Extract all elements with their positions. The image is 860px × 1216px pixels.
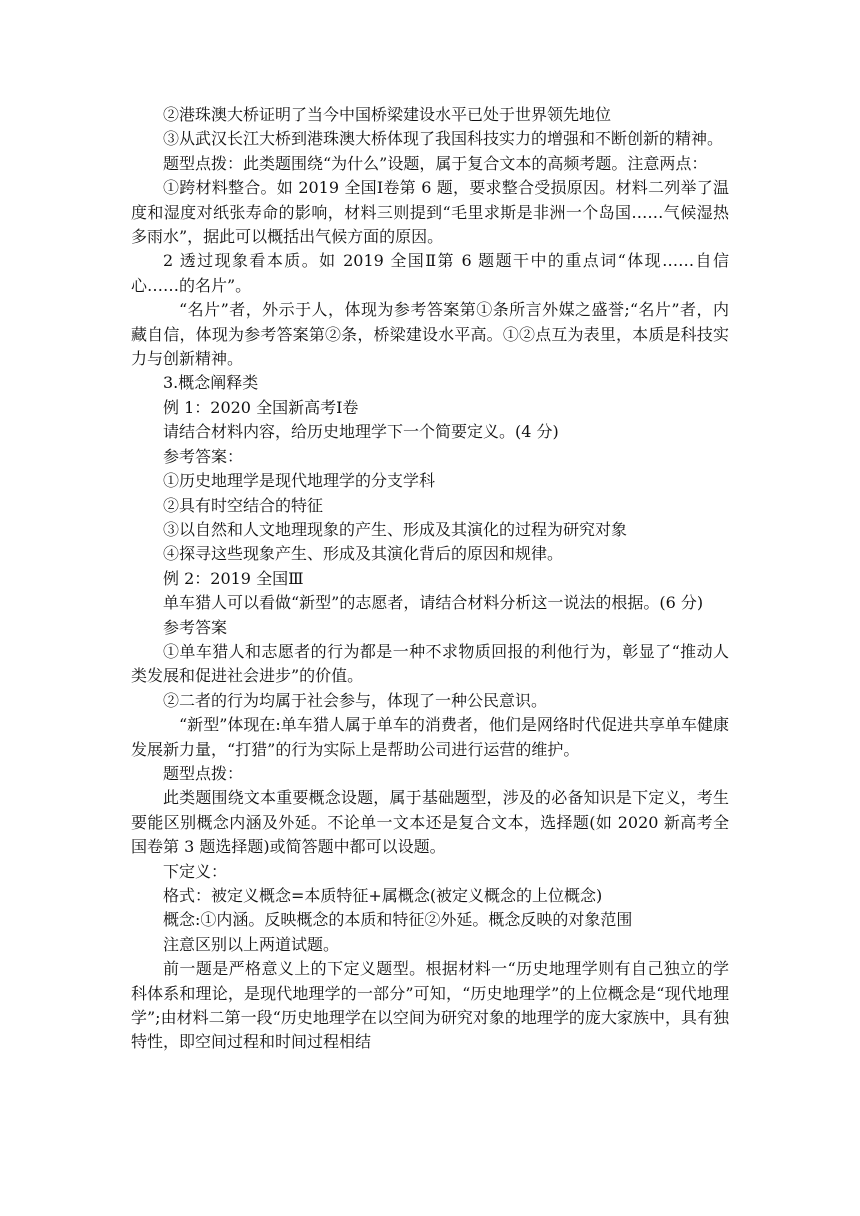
example-2-answer-2: ②二者的行为均属于社会参与，体现了一种公民意识。: [163, 690, 548, 710]
paragraph-tip-why: 题型点拨：此类题围绕“为什么”设题，属于复合文本的高频考题。注意两点：: [163, 153, 708, 173]
example-1-answer-1: ①历史地理学是现代地理学的分支学科: [163, 471, 436, 491]
paragraph-wuhan-to-hzmb: ③从武汉长江大桥到港珠澳大桥体现了我国科技实力的增强和不断创新的精神。: [163, 129, 724, 149]
example-1-answer-2: ②具有时空结合的特征: [163, 495, 324, 515]
paragraph-cross-material: ①跨材料整合。如 2019 全国Ⅰ卷第 6 题，要求整合受损原因。材料二列举了温度和湿度对纸张寿命的影响，材料三则提到“毛里求斯是非洲一个岛国……气候湿热多雨水”，据此可以概括出气候方面的原因。: [131, 178, 729, 247]
paragraph-first-question-analysis: 前一题是严格意义上的下定义题型。根据材料一“历史地理学则有自己独立的学科体系和理论，是现代地理学的一部分”可知，“历史地理学”的上位概念是“现代地理学”;由材料二第一段“历史地理学在以空间为研究对象的地理学的庞大家族中，具有独特性，即空间过程和时间过程相结: [131, 959, 729, 1052]
paragraph-note-difference: 注意区别以上两道试题。: [163, 934, 340, 954]
example-1-answer-4: ④探寻这些现象产生、形成及其演化背后的原因和规律。: [163, 544, 564, 564]
paragraph-hzmb-bridge-level: ②港珠澳大桥证明了当今中国桥梁建设水平已处于世界领先地位: [163, 105, 612, 124]
paragraph-definition-format: 格式：被定义概念=本质特征+属概念(被定义概念的上位概念): [163, 886, 603, 905]
paragraph-tip-concept: 此类题围绕文本重要概念设题，属于基础题型，涉及的必备知识是下定义，考生要能区别概念内涵及外延。不论单一文本还是复合文本，选择题(如 2020 新高考全国卷第 3 题选择题)或简答题中都可以设题。: [131, 788, 729, 857]
example-2-answer-label: 参考答案: [163, 617, 228, 637]
paragraph-new-type: “新型”体现在:单车猎人属于单车的消费者，他们是网络时代促进共享单车健康发展新力量，“打猎”的行为实际上是帮助公司进行运营的维护。: [131, 715, 729, 759]
example-1-answer-3: ③以自然和人文地理现象的产生、形成及其演化的过程为研究对象: [163, 519, 628, 539]
example-2-title: 例 2：2019 全国Ⅲ: [163, 568, 304, 588]
section-heading-concept: 3.概念阐释类: [163, 373, 259, 393]
example-1-answer-label: 参考答案：: [163, 446, 244, 466]
paragraph-tip-label: 题型点拨：: [163, 763, 244, 783]
example-1-question: 请结合材料内容，给历史地理学下一个简要定义。(4 分): [163, 422, 559, 442]
example-1-title: 例 1：2020 全国新高考Ⅰ卷: [163, 397, 359, 417]
document-body: [131, 103, 729, 1055]
paragraph-essence: 2 透过现象看本质。如 2019 全国Ⅱ第 6 题题干中的重点词“体现……自信心……的名片”。: [131, 251, 729, 295]
example-2-answer-1: ①单车猎人和志愿者的行为都是一种不求物质回报的利他行为，彰显了“推动人类发展和促进社会进步”的价值。: [131, 641, 729, 686]
example-2-question: 单车猎人可以看做“新型”的志愿者，请结合材料分析这一说法的根据。(6 分): [163, 593, 704, 613]
paragraph-definition-label: 下定义：: [163, 861, 228, 881]
paragraph-definition-concept: 概念:①内涵。反映概念的本质和特征②外延。概念反映的对象范围: [163, 910, 633, 930]
paragraph-business-card: “名片”者，外示于人，体现为参考答案第①条所言外媒之盛誉;“名片”者，内藏自信，体现为参考答案第②条，桥梁建设水平高。①②点互为表里，本质是科技实力与创新精神。: [131, 300, 729, 369]
